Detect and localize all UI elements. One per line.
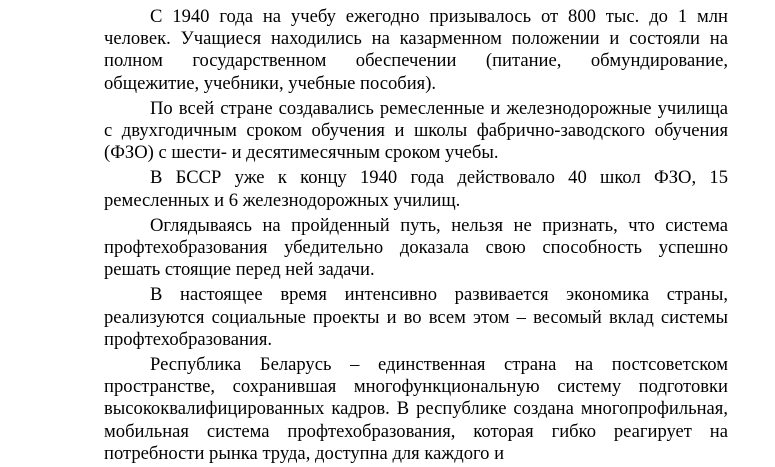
paragraph-1940-enrollment: С 1940 года на учебу ежегодно призывалось от 800 тыс. до 1 млн человек. Учащиеся находились на казарменном положении и состояли на полном государственном обеспечении (питание, обмундирование, общежитие, учебники, учебные пособия). (104, 6, 728, 94)
paragraph-republic-belarus: Республика Беларусь – единственная страна на постсоветском пространстве, сохранившая многофункциональную систему подготовки высококвалифицированных кадров. В республике создана многопрофильная, мобильная система профтехобразования, которая гибко реагирует на потребности рынка труда, доступна для каждого и (104, 354, 728, 464)
document-body (104, 6, 728, 465)
paragraph-bssr-schools: В БССР уже к концу 1940 года действовало 40 школ ФЗО, 15 ремесленных и 6 железнодорожных училищ. (104, 167, 728, 211)
paragraph-looking-back: Оглядываясь на пройденный путь, нельзя не признать, что система профтехобразования убедительно доказала свою способность успешно решать стоящие перед ней задачи. (104, 214, 728, 281)
paragraph-vocational-schools: По всей стране создавались ремесленные и железнодорожные училища с двухгодичным сроком обучения и школы фабрично-заводского обучения (ФЗО) с шести- и десятимесячным сроком учебы. (104, 97, 728, 164)
paragraph-present-economy: В настоящее время интенсивно развивается экономика страны, реализуются социальные проекты и во всем этом – весомый вклад системы профтехобразования. (104, 284, 728, 350)
